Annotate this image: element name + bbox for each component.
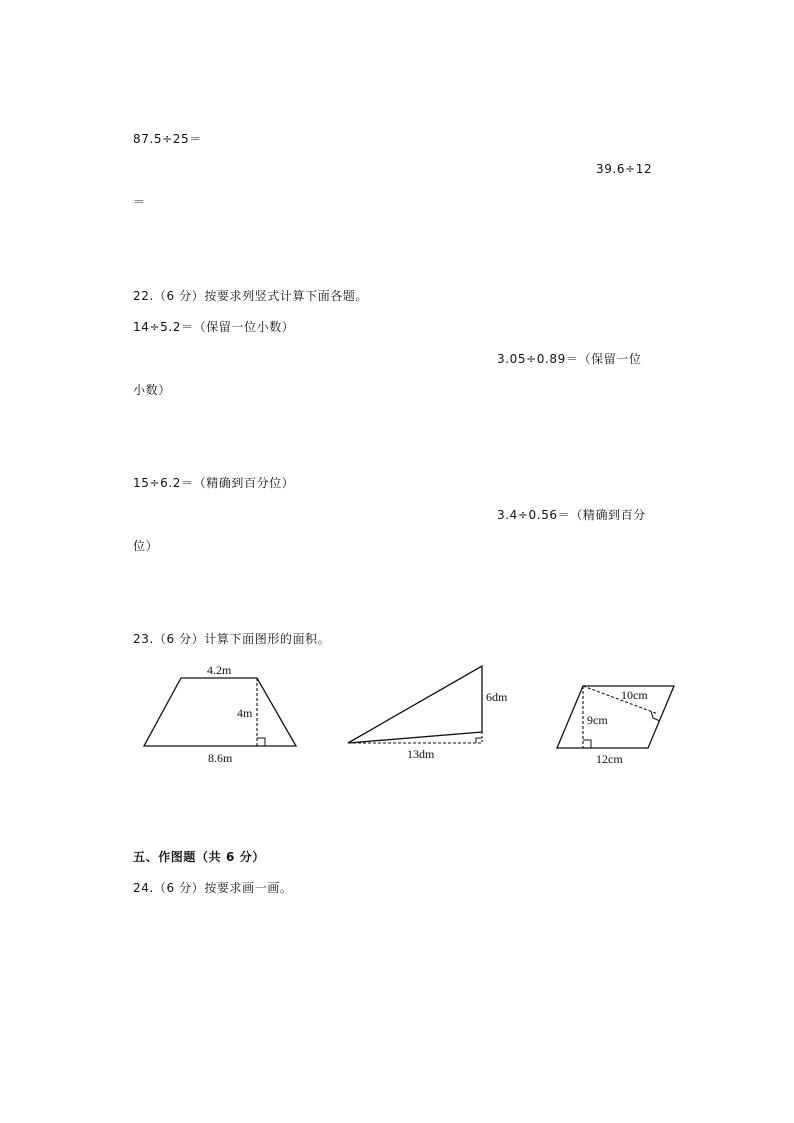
triangle-base-label: 13dm: [407, 747, 435, 761]
trapezoid-top-label: 4.2m: [207, 663, 232, 677]
parallelogram-side-height-label: 10cm: [621, 688, 648, 702]
parallelogram-base-label: 12cm: [596, 752, 623, 766]
q22-item-2-wrap: 小数）: [133, 383, 171, 397]
q21-right-expression: 39.6÷12: [596, 162, 653, 176]
triangle-height-label: 6dm: [486, 690, 508, 704]
q21-right-expression-wrap: ＝: [133, 195, 146, 209]
trapezoid-bottom-label: 8.6m: [208, 751, 233, 765]
q22-item-1: 14÷5.2＝（保留一位小数）: [133, 320, 295, 334]
q22-item-4-wrap: 位）: [133, 539, 159, 553]
q21-left-expression: 87.5÷25＝: [133, 132, 202, 146]
q22-item-2: 3.05÷0.89＝（保留一位: [497, 352, 642, 366]
q22-title: 22.（6 分）按要求列竖式计算下面各题。: [133, 289, 369, 303]
q22-item-4: 3.4÷0.56＝（精确到百分: [497, 508, 646, 522]
q24-title: 24.（6 分）按要求画一画。: [133, 881, 293, 895]
trapezoid-height-label: 4m: [237, 706, 253, 720]
q22-item-3: 15÷6.2＝（精确到百分位）: [133, 476, 295, 490]
parallelogram-height-label: 9cm: [587, 713, 608, 727]
section-5-title: 五、作图题（共 6 分）: [133, 850, 265, 864]
q23-title: 23.（6 分）计算下面图形的面积。: [133, 632, 331, 646]
